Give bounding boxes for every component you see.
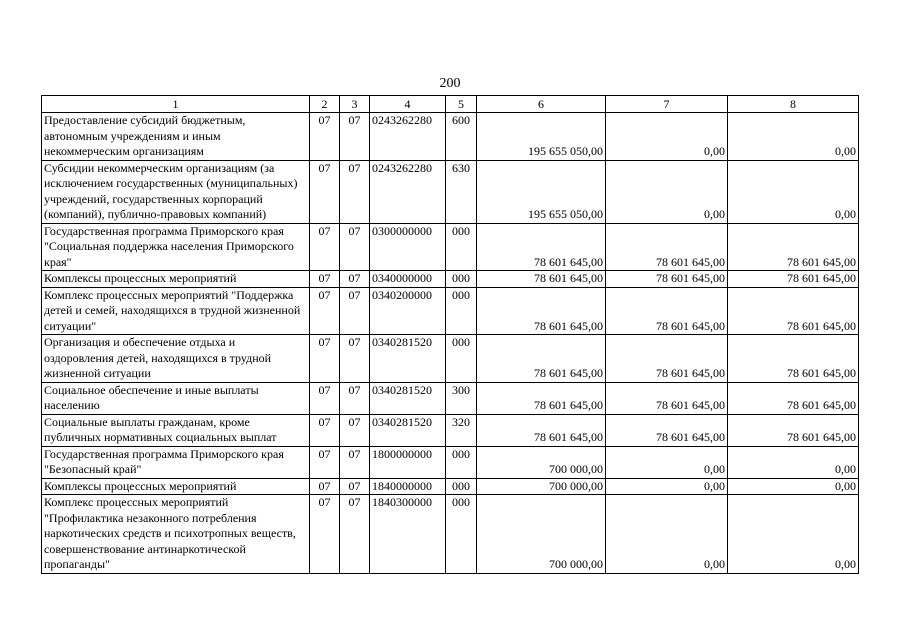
row-expense-type: 000 (446, 495, 477, 574)
table-row (42, 287, 859, 335)
row-section: 07 (310, 414, 340, 446)
row-subsection: 07 (340, 414, 370, 446)
row-amount-col-8: 0,00 (728, 113, 859, 161)
row-target-code: 0300000000 (370, 223, 446, 271)
row-name: Комплекс процессных мероприятий "Профилактика незаконного потребления наркотических средств и психотропных веществ, совершенствование антинаркотической пропаганды" (42, 495, 310, 574)
row-target-code: 0340281520 (370, 382, 446, 414)
row-section: 07 (310, 478, 340, 495)
row-amount-col-6: 78 601 645,00 (477, 287, 606, 335)
row-section: 07 (310, 160, 340, 223)
row-amount-col-6: 78 601 645,00 (477, 382, 606, 414)
row-section: 07 (310, 271, 340, 288)
row-amount-col-6: 78 601 645,00 (477, 271, 606, 288)
header-col-6: 6 (477, 96, 606, 113)
row-amount-col-8: 0,00 (728, 160, 859, 223)
row-amount-col-8: 78 601 645,00 (728, 223, 859, 271)
row-amount-col-6: 195 655 050,00 (477, 160, 606, 223)
header-col-7: 7 (606, 96, 728, 113)
row-amount-col-6: 700 000,00 (477, 495, 606, 574)
row-amount-col-7: 78 601 645,00 (606, 271, 728, 288)
row-amount-col-7: 78 601 645,00 (606, 335, 728, 383)
row-amount-col-6: 78 601 645,00 (477, 335, 606, 383)
budget-table (41, 95, 859, 574)
row-expense-type: 320 (446, 414, 477, 446)
row-target-code: 1840300000 (370, 495, 446, 574)
table-row (42, 495, 859, 574)
row-expense-type: 000 (446, 446, 477, 478)
row-name: Государственная программа Приморского края "Безопасный край" (42, 446, 310, 478)
row-amount-col-8: 78 601 645,00 (728, 335, 859, 383)
header-row (42, 96, 859, 113)
row-subsection: 07 (340, 335, 370, 383)
header-col-8: 8 (728, 96, 859, 113)
row-amount-col-8: 78 601 645,00 (728, 271, 859, 288)
row-name: Субсидии некоммерческим организациям (за исключением государственных (муниципальных) учреждений, государственных корпораций (компаний), публично-правовых компаний) (42, 160, 310, 223)
row-name: Социальные выплаты гражданам, кроме публичных нормативных социальных выплат (42, 414, 310, 446)
header-col-3: 3 (340, 96, 370, 113)
row-amount-col-6: 195 655 050,00 (477, 113, 606, 161)
row-name: Организация и обеспечение отдыха и оздоровления детей, находящихся в трудной жизненной ситуации (42, 335, 310, 383)
row-target-code: 1800000000 (370, 446, 446, 478)
table-row (42, 160, 859, 223)
row-amount-col-6: 700 000,00 (477, 446, 606, 478)
row-amount-col-7: 0,00 (606, 113, 728, 161)
row-section: 07 (310, 382, 340, 414)
row-target-code: 0340200000 (370, 287, 446, 335)
row-section: 07 (310, 335, 340, 383)
row-expense-type: 000 (446, 223, 477, 271)
row-amount-col-7: 0,00 (606, 160, 728, 223)
row-amount-col-6: 700 000,00 (477, 478, 606, 495)
table-row (42, 478, 859, 495)
page-number: 200 (439, 76, 461, 91)
row-amount-col-7: 78 601 645,00 (606, 223, 728, 271)
row-subsection: 07 (340, 223, 370, 271)
header-col-2: 2 (310, 96, 340, 113)
header-col-5: 5 (446, 96, 477, 113)
table-row (42, 113, 859, 161)
row-subsection: 07 (340, 495, 370, 574)
row-amount-col-8: 78 601 645,00 (728, 414, 859, 446)
row-target-code: 0340281520 (370, 335, 446, 383)
row-subsection: 07 (340, 478, 370, 495)
row-expense-type: 000 (446, 287, 477, 335)
row-amount-col-8: 0,00 (728, 446, 859, 478)
row-section: 07 (310, 113, 340, 161)
row-expense-type: 000 (446, 478, 477, 495)
row-name: Комплексы процессных мероприятий (42, 271, 310, 288)
row-subsection: 07 (340, 113, 370, 161)
table-row (42, 271, 859, 288)
row-expense-type: 000 (446, 335, 477, 383)
table-row (42, 446, 859, 478)
row-amount-col-7: 0,00 (606, 478, 728, 495)
header-col-4: 4 (370, 96, 446, 113)
table-header (42, 96, 859, 113)
row-amount-col-7: 0,00 (606, 495, 728, 574)
row-amount-col-7: 0,00 (606, 446, 728, 478)
row-section: 07 (310, 287, 340, 335)
table-row (42, 382, 859, 414)
table-row (42, 223, 859, 271)
row-amount-col-7: 78 601 645,00 (606, 287, 728, 335)
header-col-1: 1 (42, 96, 310, 113)
row-amount-col-7: 78 601 645,00 (606, 382, 728, 414)
row-amount-col-8: 0,00 (728, 478, 859, 495)
row-section: 07 (310, 223, 340, 271)
table-row (42, 414, 859, 446)
row-subsection: 07 (340, 160, 370, 223)
table-body (42, 113, 859, 574)
row-subsection: 07 (340, 271, 370, 288)
row-amount-col-7: 78 601 645,00 (606, 414, 728, 446)
row-expense-type: 600 (446, 113, 477, 161)
row-amount-col-6: 78 601 645,00 (477, 414, 606, 446)
row-target-code: 1840000000 (370, 478, 446, 495)
row-amount-col-8: 0,00 (728, 495, 859, 574)
row-amount-col-8: 78 601 645,00 (728, 382, 859, 414)
row-name: Комплекс процессных мероприятий "Поддержка детей и семей, находящихся в трудной жизненной ситуации" (42, 287, 310, 335)
row-name: Социальное обеспечение и иные выплаты населению (42, 382, 310, 414)
row-expense-type: 630 (446, 160, 477, 223)
row-subsection: 07 (340, 382, 370, 414)
row-subsection: 07 (340, 287, 370, 335)
row-target-code: 0340000000 (370, 271, 446, 288)
row-target-code: 0243262280 (370, 160, 446, 223)
row-name: Государственная программа Приморского края "Социальная поддержка населения Приморского края" (42, 223, 310, 271)
row-name: Предоставление субсидий бюджетным, автономным учреждениям и иным некоммерческим организациям (42, 113, 310, 161)
row-expense-type: 300 (446, 382, 477, 414)
row-section: 07 (310, 495, 340, 574)
row-subsection: 07 (340, 446, 370, 478)
table-row (42, 335, 859, 383)
row-name: Комплексы процессных мероприятий (42, 478, 310, 495)
row-expense-type: 000 (446, 271, 477, 288)
row-amount-col-8: 78 601 645,00 (728, 287, 859, 335)
row-target-code: 0243262280 (370, 113, 446, 161)
row-amount-col-6: 78 601 645,00 (477, 223, 606, 271)
row-target-code: 0340281520 (370, 414, 446, 446)
row-section: 07 (310, 446, 340, 478)
